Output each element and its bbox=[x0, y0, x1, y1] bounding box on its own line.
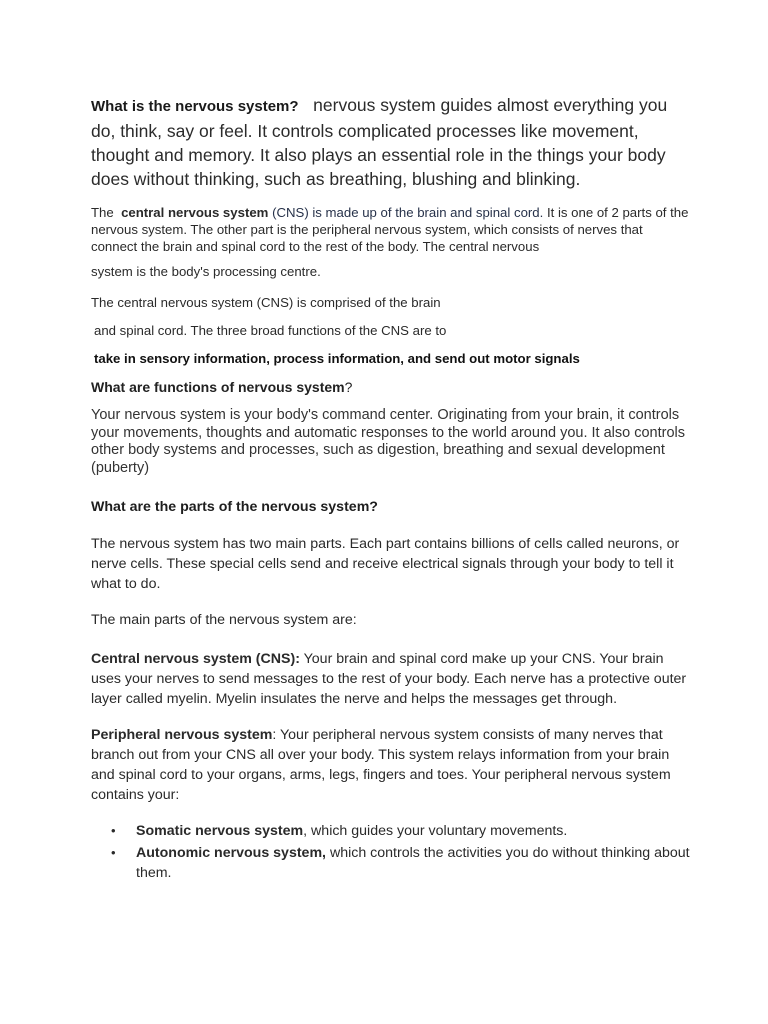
functions-question: What are functions of nervous system bbox=[91, 379, 345, 395]
main-parts-intro: The main parts of the nervous system are: bbox=[91, 612, 357, 628]
bullet-icon: • bbox=[111, 845, 116, 860]
pns-def-text: : Your peripheral nervous system consists of many nerves that branch out from your CNS all over your body. This system relays information from your brain and spinal cord to your organs, arms, legs, fingers and toes. Your peripheral nervous system contains your: bbox=[91, 727, 671, 803]
parts-answer: The nervous system has two main parts. Each part contains billions of cells called neurons, or nerve cells. These special cells send and receive electrical signals through your body to tell it what to do. bbox=[91, 536, 680, 592]
comprised-line-1: The central nervous system (CNS) is comprised of the brain bbox=[91, 295, 441, 310]
list-item-term: Autonomic nervous system, bbox=[136, 845, 327, 861]
cns-prefix: The bbox=[91, 205, 114, 220]
comprised-line-2: and spinal cord. The three broad functions of the CNS are to bbox=[94, 323, 447, 338]
functions-answer: Your nervous system is your body's command center. Originating from your brain, it controls your movements, thoughts and automatic responses to the world around you. It also controls other body systems and processes, such as digestion, breathing and sexual development (puberty) bbox=[91, 407, 686, 476]
intro-text: nervous system guides almost everything you do, think, say or feel. It controls complicated processes like movement, thought and memory. It also plays an essential role in the things your body does without thinking, such as breathing, blushing and blinking. bbox=[91, 95, 668, 189]
pns-def-term: Peripheral nervous system bbox=[91, 727, 273, 743]
bullet-icon: • bbox=[111, 823, 116, 838]
cns-rest: It is one of 2 parts of the nervous system. The other part is the peripheral nervous system, which consists of nerves that connect the brain and spinal cord to the rest of the body. The central nervous bbox=[91, 205, 689, 254]
cns-term: central nervous system bbox=[121, 205, 269, 220]
list-item bbox=[91, 843, 691, 883]
cns-text: (CNS) is made up of the brain and spinal cord. bbox=[272, 205, 544, 220]
pns-subsystem-list bbox=[91, 821, 691, 885]
functions-heading bbox=[91, 378, 691, 396]
cns-definition bbox=[91, 649, 691, 709]
intro-question: What is the nervous system? bbox=[91, 98, 299, 115]
list-item-text: which controls the activities you do without thinking about them. bbox=[136, 845, 690, 881]
list-item-term: Somatic nervous system bbox=[136, 823, 304, 839]
list-item-text: , which guides your voluntary movements. bbox=[303, 823, 568, 839]
parts-heading: What are the parts of the nervous system? bbox=[91, 499, 378, 515]
cns-def-term: Central nervous system (CNS): bbox=[91, 651, 300, 667]
cns-paragraph bbox=[91, 204, 691, 255]
cns-def-text: Your brain and spinal cord make up your CNS. Your brain uses your nerves to send messages to the rest of your body. Each nerve has a protective outer layer called myelin. Myelin insulates the nerve and helps the messages get through. bbox=[91, 651, 687, 707]
intro-paragraph bbox=[91, 93, 691, 191]
pns-definition bbox=[91, 725, 691, 805]
cns-tail: system is the body's processing centre. bbox=[91, 264, 321, 279]
functions-question-mark: ? bbox=[344, 379, 353, 395]
list-item bbox=[91, 821, 691, 841]
comprised-line-3: take in sensory information, process information, and send out motor signals bbox=[94, 351, 580, 366]
